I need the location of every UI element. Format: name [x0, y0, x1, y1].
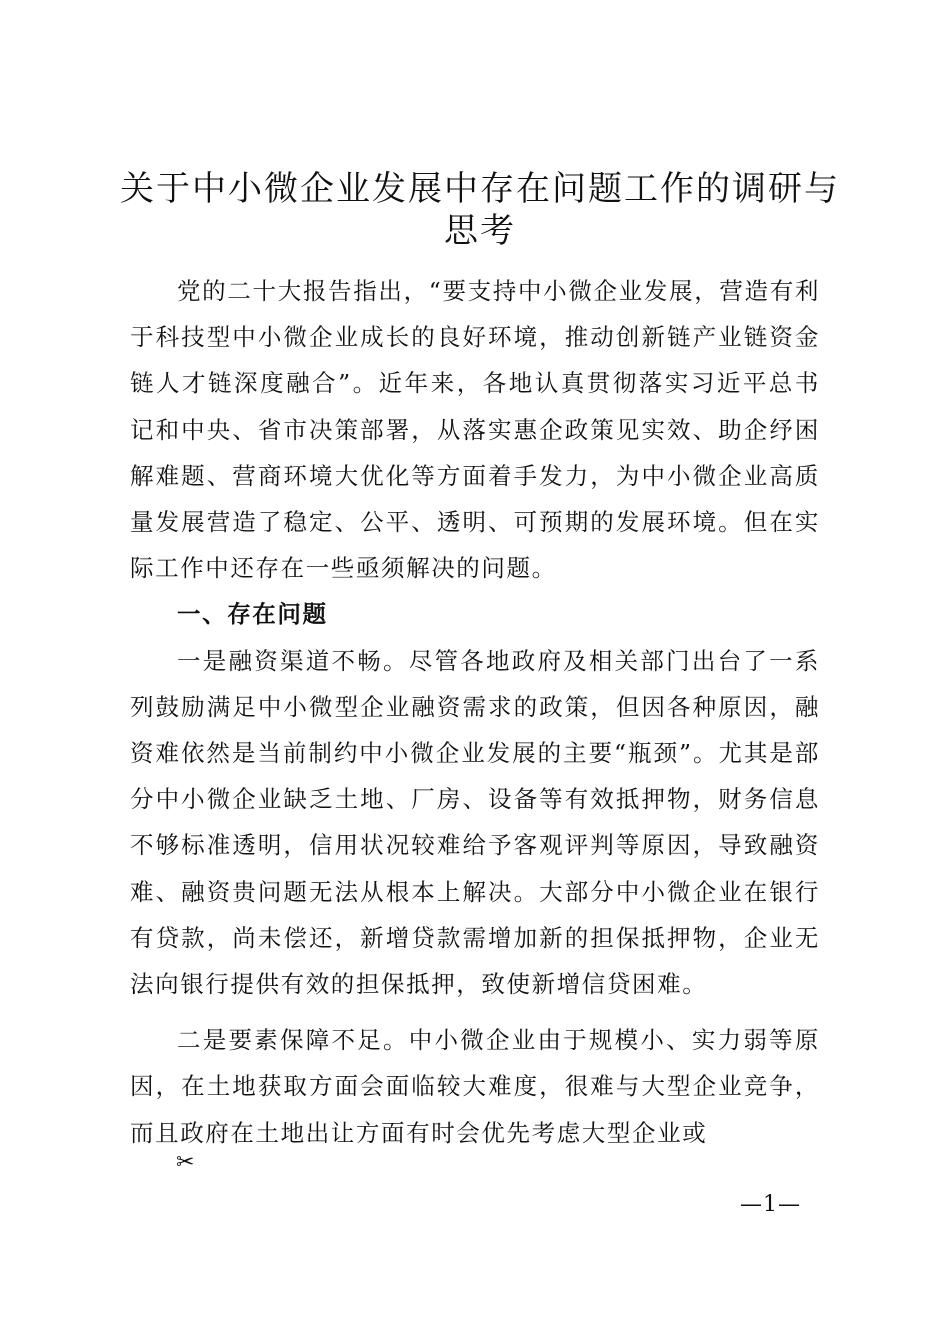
- document-title: 关于中小微企业发展中存在问题工作的调研与思考: [120, 169, 840, 251]
- section-paragraph-financing: 一是融资渠道不畅。尽管各地政府及相关部门出台了一系列鼓励满足中小微型企业融资需求的政策，但因各种原因，融资难依然是当前制约中小微企业发展的主要“瓶颈”。尤其是部分中小微企业缺乏土地、厂房、设备等有效抵押物，财务信息不够标准透明，信用状况较难给予客观评判等原因，导致融资难、融资贵问题无法从根本上解决。大部分中小微企业在银行有贷款，尚未偿还，新增贷款需增加新的担保抵押物，企业无法向银行提供有效的担保抵押，致使新增信贷困难。: [130, 646, 820, 999]
- scissors-icon: ✂: [176, 1150, 195, 1175]
- intro-paragraph: 党的二十大报告指出，“要支持中小微企业发展，营造有利于科技型中小微企业成长的良好环境，推动创新链产业链资金链人才链深度融合”。近年来，各地认真贯彻落实习近平总书记和中央、省市决策部署，从落实惠企政策见实效、助企纾困解难题、营商环境大优化等方面着手发力，为中小微企业高质量发展营造了稳定、公平、透明、可预期的发展环境。但在实际工作中还存在一些亟须解决的问题。: [130, 277, 820, 583]
- page-number: —1—: [740, 1192, 801, 1217]
- section-heading: 一、存在问题: [177, 600, 328, 629]
- document-body: [130, 268, 820, 1156]
- section-paragraph-factors: 二是要素保障不足。中小微企业由于规模小、实力弱等原因，在土地获取方面会面临较大难度，很难与大型企业竞争，而且政府在土地出让方面有时会优先考虑大型企业或: [130, 1026, 820, 1147]
